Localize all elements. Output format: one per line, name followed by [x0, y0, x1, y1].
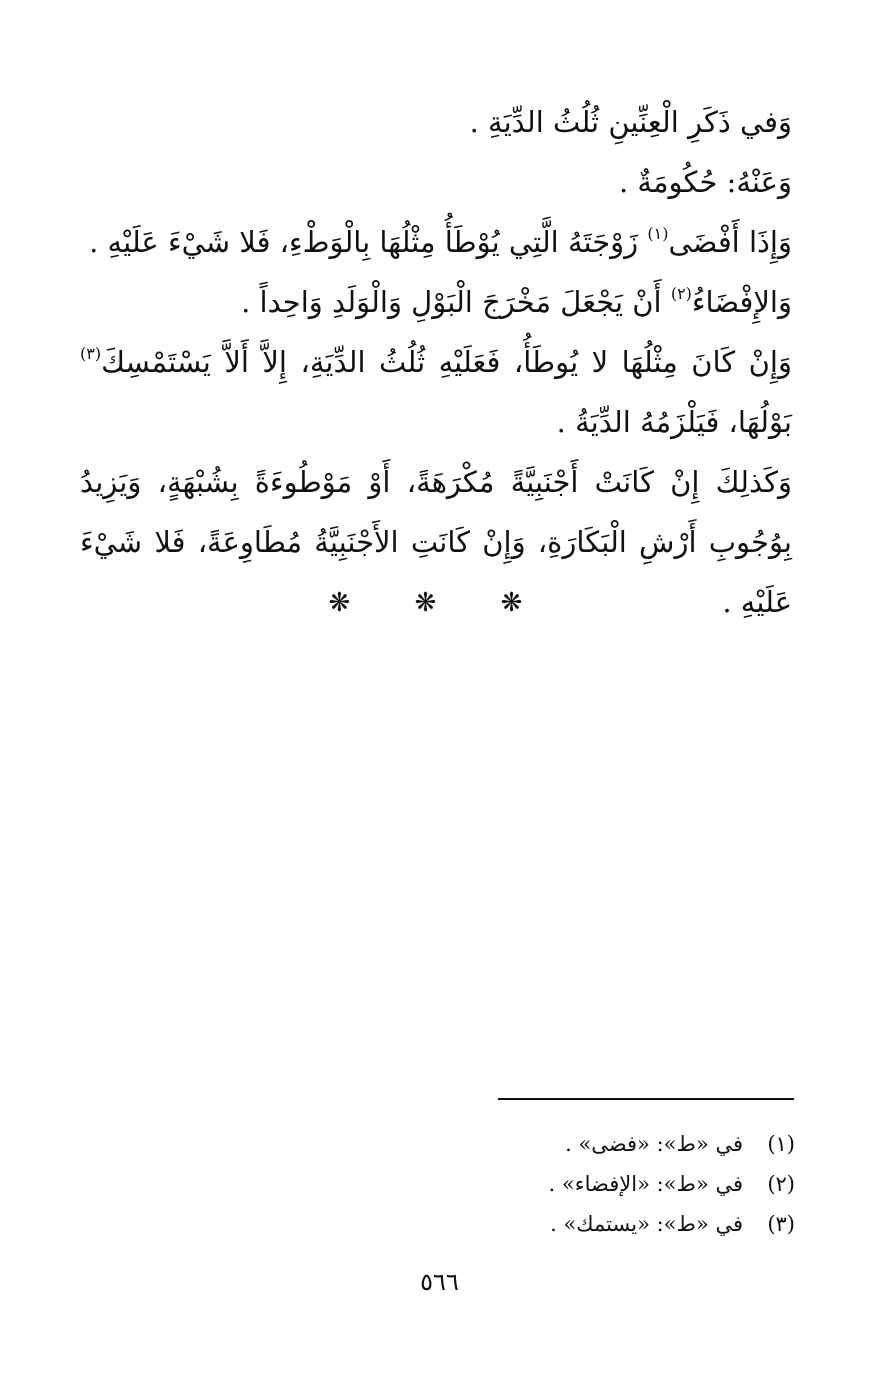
footnote-2: [295, 1164, 795, 1204]
paragraph-6: وَكَذلِكَ إِنْ كَانَتْ أَجْنَبِيَّةً مُكْرَهَةً، أَوْ مَوْطُوءَةً بِشُبْهَةٍ، وَيَزِيدُ بِوُجُوبِ أَرْشِ الْبَكَارَةِ، وَإِنْ كَانَتِ الأَجْنَبِيَّةُ مُطَاوِعَةً، فَلا شَيْءَ عَلَيْهِ .: [80, 465, 792, 619]
paragraph-5-start: وَإِنْ كَانَ مِثْلُهَا لا يُوطَأُ، فَعَلَيْهِ ثُلُثُ الدِّيَةِ، إِلاَّ أَلاَّ يَسْتَمْسِكَ: [101, 345, 792, 379]
paragraph-2: وَعَنْهُ: حُكُومَةٌ .: [618, 165, 792, 199]
footnote-3: [295, 1204, 795, 1244]
page-number: ٥٦٦: [420, 1268, 459, 1296]
footnote-number: (٢): [767, 1172, 795, 1196]
main-text: [80, 92, 792, 632]
footnote-marker-3: (٣): [80, 344, 102, 364]
section-separator: ❋ ❋ ❋: [328, 588, 551, 618]
paragraph-3-end: زَوْجَتَهُ الَّتِي يُوْطَأُ مِثْلُهَا بِالْوَطْءِ، فَلا شَيْءَ عَلَيْهِ .: [89, 225, 648, 259]
paragraph-4-start: وَالإِفْضَاءُ: [691, 285, 792, 319]
footnote-1: [295, 1124, 795, 1164]
paragraph-1: وَفي ذَكَرِ الْعِنِّينِ ثُلُثُ الدِّيَةِ .: [469, 105, 792, 139]
paragraph-5: [80, 332, 792, 452]
paragraph-5-end: بَوْلُهَا، فَيَلْزَمُهُ الدِّيَةُ .: [556, 405, 792, 439]
footnote-text: في «ط»: «يستمك» .: [550, 1212, 743, 1236]
footnote-text: في «ط»: «فضى» .: [565, 1132, 743, 1156]
footnote-number: (١): [767, 1132, 795, 1156]
footnote-text: في «ط»: «الإفضاء» .: [548, 1172, 743, 1196]
paragraph-3-start: وَإِذَا أَفْضَى: [668, 225, 792, 259]
footnote-marker-1: (١): [647, 224, 669, 244]
paragraph-3: [80, 212, 792, 272]
footnote-number: (٣): [767, 1212, 795, 1236]
paragraph-4: [80, 272, 792, 332]
paragraph-4-end: أَنْ يَجْعَلَ مَخْرَجَ الْبَوْلِ وَالْوَلَدِ وَاحِداً .: [241, 285, 671, 319]
footnote-marker-2: (٢): [670, 284, 692, 304]
footnotes: [295, 1124, 795, 1244]
footnote-divider: [498, 1098, 794, 1100]
